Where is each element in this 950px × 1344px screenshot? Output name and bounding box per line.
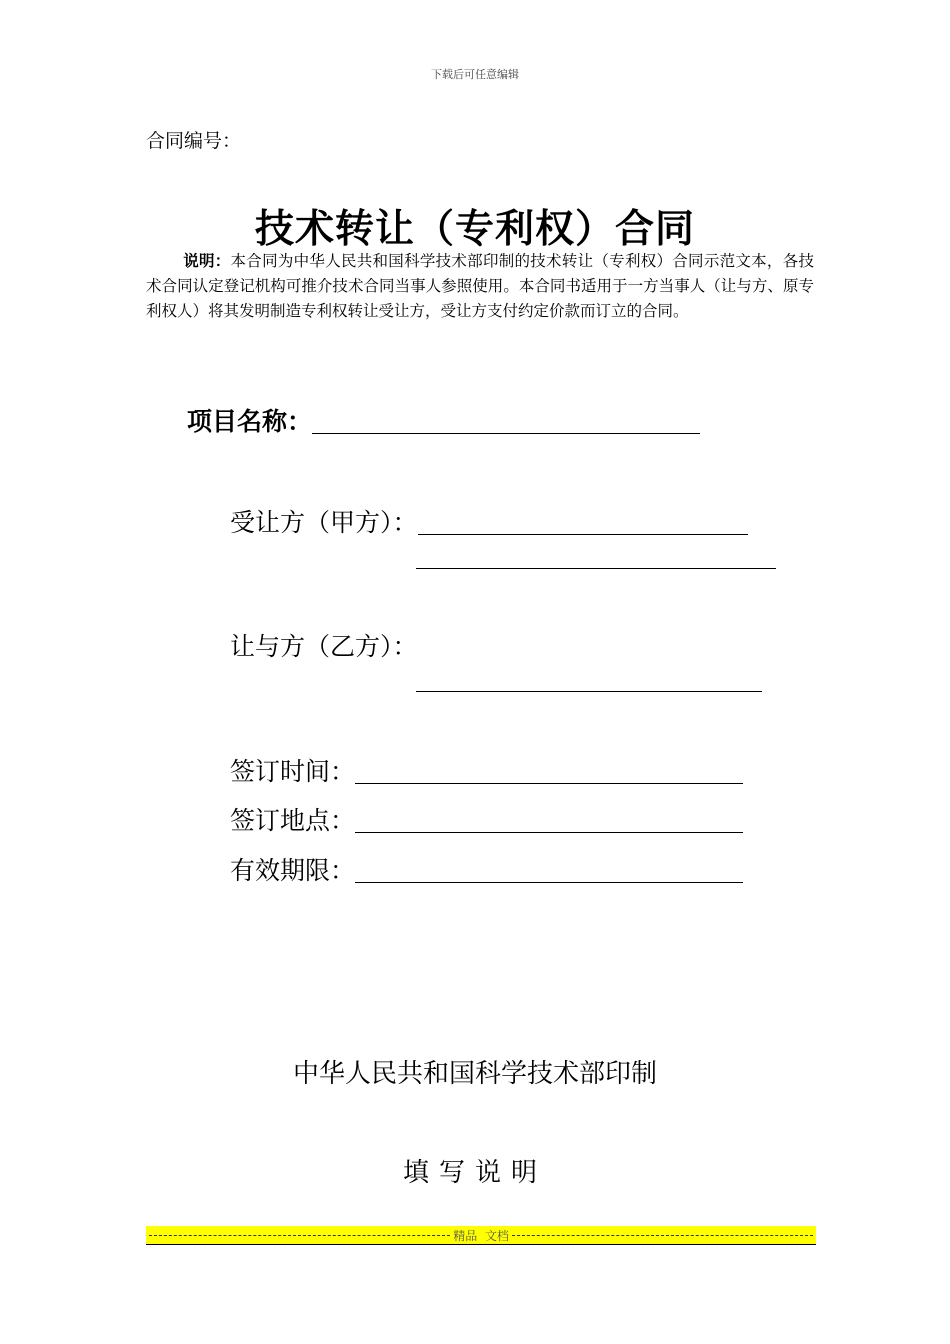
footer-dashes-left: [149, 1235, 450, 1236]
intro-lead: 说明：: [183, 251, 231, 270]
sign-time-blank[interactable]: [355, 757, 743, 784]
header-note: 下载后可任意编辑: [431, 68, 519, 81]
project-name-blank[interactable]: [312, 407, 700, 434]
intro-paragraph: [146, 248, 814, 324]
footer-dashes-right: [512, 1235, 813, 1236]
transferor-label: 让与方（乙方）：: [230, 632, 418, 661]
transferor-blank[interactable]: [416, 691, 762, 692]
transferee-blank-line-2[interactable]: [416, 568, 776, 569]
sign-place-blank[interactable]: [355, 806, 743, 833]
sign-time-label: 签订时间：: [230, 757, 356, 786]
sign-place-label: 签订地点：: [230, 806, 356, 835]
valid-period-field: [230, 856, 743, 886]
footer-bar: [146, 1226, 816, 1245]
fill-guide-heading: 填写说明: [402, 1158, 547, 1188]
project-name-field: [187, 407, 700, 437]
printer-line: 中华人民共和国科学技术部印制: [292, 1059, 657, 1089]
project-name-label: 项目名称：: [187, 407, 313, 436]
sign-place-field: [230, 806, 743, 836]
sign-time-field: [230, 757, 743, 787]
transferee-label: 受让方（甲方）：: [230, 508, 418, 537]
transferee-blank[interactable]: [418, 508, 748, 535]
transferee-field: [230, 508, 748, 538]
document-title: 技术转让（专利权）合同: [254, 207, 695, 252]
valid-period-blank[interactable]: [355, 856, 743, 883]
transferor-field: [230, 632, 418, 662]
intro-body: 本合同为中华人民共和国科学技术部印制的技术转让（专利权）合同示范文本，各技术合同认定登记机构可推介技术合同当事人参照使用。本合同书适用于一方当事人（让与方、原专利权人）将其发明制造专利权转让受让方，受让方支付约定价款而订立的合同。: [146, 252, 814, 320]
contract-number-label: 合同编号：: [146, 130, 242, 152]
valid-period-label: 有效期限：: [230, 856, 356, 885]
footer-text: 精品 文档: [453, 1228, 509, 1243]
